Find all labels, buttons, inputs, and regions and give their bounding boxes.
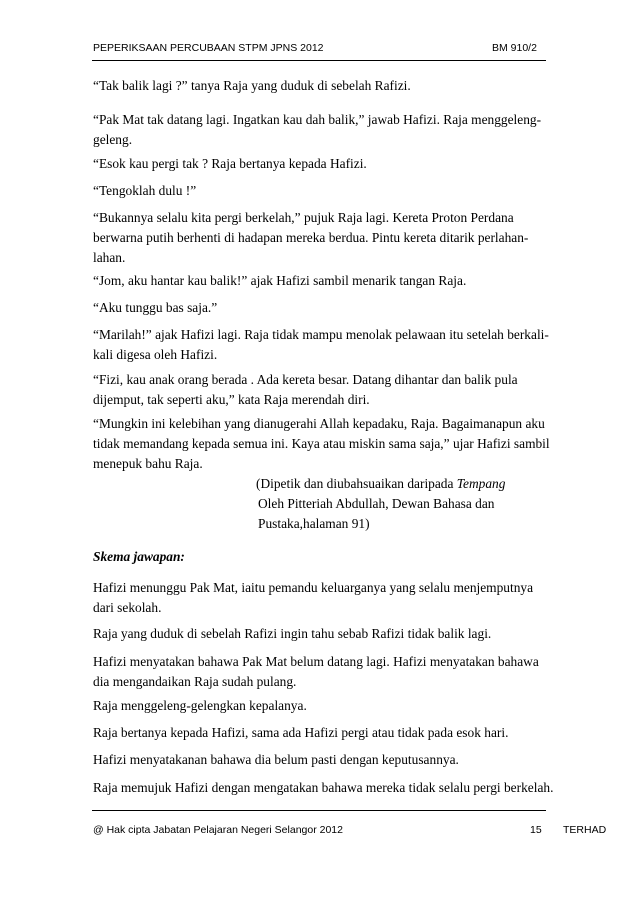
story-paragraph [93, 76, 563, 96]
answer-paragraph [93, 696, 563, 716]
story-paragraph-line: “Jom, aku hantar kau balik!” ajak Hafizi sambil menarik tangan Raja. [93, 273, 467, 288]
story-paragraph [93, 271, 563, 291]
story-paragraph [93, 181, 563, 201]
answer-heading: Skema jawapan: [93, 549, 185, 564]
story-paragraph [93, 298, 563, 318]
citation-prefix: (Dipetik dan diubahsuaikan daripada [256, 476, 457, 491]
answer-paragraph-line: Raja memujuk Hafizi dengan mengatakan bahawa mereka tidak selalu pergi berkelah. [93, 780, 554, 795]
header-title: PEPERIKSAAN PERCUBAAN STPM JPNS 2012 [93, 42, 324, 54]
citation-line-3: Pustaka,halaman 91) [258, 516, 370, 531]
story-paragraph [93, 414, 563, 474]
story-paragraph [93, 325, 563, 365]
page-number: 15 [530, 824, 542, 836]
story-paragraph-line: “Esok kau pergi tak ? Raja bertanya kepada Hafizi. [93, 156, 367, 171]
footer-copyright: @ Hak cipta Jabatan Pelajaran Negeri Selangor 2012 [93, 824, 343, 836]
story-paragraph-line: “Tengoklah dulu !” [93, 183, 197, 198]
citation-line-1 [256, 474, 505, 494]
story-paragraph-line: “Bukannya selalu kita pergi berkelah,” pujuk Raja lagi. Kereta Proton Perdana [93, 210, 514, 225]
answer-paragraph-line: Hafizi menyatakan bahawa Pak Mat belum datang lagi. Hafizi menyatakan bahawa [93, 654, 539, 669]
story-paragraph-line: “Tak balik lagi ?” tanya Raja yang duduk di sebelah Rafizi. [93, 78, 411, 93]
story-paragraph-line: “Mungkin ini kelebihan yang dianugerahi Allah kepadaku, Raja. Bagaimanapun aku [93, 416, 545, 431]
story-paragraph [93, 154, 563, 174]
story-paragraph-line: dijemput, tak seperti aku,” kata Raja merendah diri. [93, 392, 370, 407]
story-paragraph-line: “Pak Mat tak datang lagi. Ingatkan kau dah balik,” jawab Hafizi. Raja menggeleng- [93, 112, 542, 127]
answer-paragraph-line: Hafizi menunggu Pak Mat, iaitu pemandu keluarganya yang selalu menjemputnya [93, 580, 534, 595]
header-rule [92, 60, 546, 61]
story-paragraph-line: kali digesa oleh Hafizi. [93, 347, 218, 362]
story-paragraph [93, 110, 563, 150]
story-paragraph [93, 208, 563, 268]
citation-line-2: Oleh Pitteriah Abdullah, Dewan Bahasa dan [258, 496, 495, 511]
story-paragraph-line: menepuk bahu Raja. [93, 456, 203, 471]
answer-paragraph-line: dia mengandaikan Raja sudah pulang. [93, 674, 297, 689]
answer-paragraph [93, 778, 563, 798]
citation-title: Tempang [456, 476, 506, 491]
footer-rule [92, 810, 546, 811]
answer-paragraph-line: Raja menggeleng-gelengkan kepalanya. [93, 698, 307, 713]
story-paragraph [93, 370, 563, 410]
story-paragraph-line: “Aku tunggu bas saja.” [93, 300, 218, 315]
answer-paragraph-line: Raja bertanya kepada Hafizi, sama ada Hafizi pergi atau tidak pada esok hari. [93, 725, 509, 740]
story-paragraph-line: “Marilah!” ajak Hafizi lagi. Raja tidak mampu menolak pelawaan itu setelah berkali- [93, 327, 549, 342]
story-paragraph-line: tidak memandang kepada semua ini. Kaya atau miskin sama saja,” ujar Hafizi sambil [93, 436, 550, 451]
answer-paragraph [93, 750, 563, 770]
answer-paragraph-line: Hafizi menyatakanan bahawa dia belum pasti dengan keputusannya. [93, 752, 459, 767]
story-paragraph-line: geleng. [93, 132, 133, 147]
answer-paragraph [93, 624, 563, 644]
answer-paragraph [93, 578, 563, 618]
answer-paragraph [93, 723, 563, 743]
story-paragraph-line: lahan. [93, 250, 126, 265]
answer-paragraph [93, 652, 563, 692]
answer-paragraph-line: Raja yang duduk di sebelah Rafizi ingin tahu sebab Rafizi tidak balik lagi. [93, 626, 492, 641]
answer-paragraph-line: dari sekolah. [93, 600, 162, 615]
header-paper-code: BM 910/2 [492, 42, 537, 54]
footer-classification: TERHAD [563, 824, 607, 836]
story-paragraph-line: “Fizi, kau anak orang berada . Ada kereta besar. Datang dihantar dan balik pula [93, 372, 518, 387]
story-paragraph-line: berwarna putih berhenti di hadapan mereka berdua. Pintu kereta ditarik perlahan- [93, 230, 529, 245]
